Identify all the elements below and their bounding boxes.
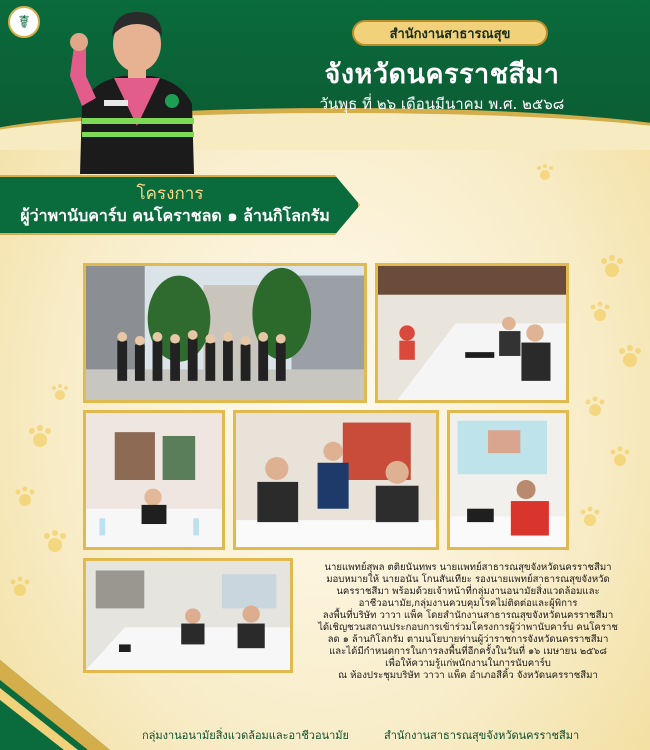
footer-department: กลุ่มงานอนามัยสิ่งแวดล้อมและอาชีวอนามัย	[142, 729, 349, 742]
official-portrait	[52, 6, 222, 174]
photo-group-outdoor	[83, 263, 367, 403]
description-line: ลด ๑ ล้านกิโลกรัม ตามนโยบายท่านผู้ว่าราชการจังหวัดนครราชสีมา	[327, 634, 609, 645]
project-label: โครงการ	[136, 184, 204, 204]
description-line: ณ ห้องประชุมบริษัท วาวา แพ็ค อำเภอสีคิ้ว จังหวัดนครราชสีมา	[338, 670, 598, 681]
photo-products-table	[83, 410, 225, 550]
event-date: วันพุธ ที่ ๒๖ เดือนมีนาคม พ.ศ. ๒๕๖๘	[319, 95, 565, 113]
description-line: ได้เชิญชวนสถานประกอบการเข้าร่วมโครงการผู้ว่าพานับคาร์บ คนโคราช	[318, 622, 618, 633]
photo-discussion	[233, 410, 439, 550]
org-pill: สำนักงานสาธารณสุข	[352, 20, 548, 46]
description-line: และได้มีกำหนดการในการลงพื้นที่อีกครั้งในวันที่ ๑๖ เมษายน ๒๕๖๘	[329, 646, 607, 657]
footer	[0, 718, 650, 750]
description-line: มอบหมายให้ นายอนัน โกนสันเทียะ รองนายแพทย์สาธารณสุขจังหวัด	[326, 574, 610, 585]
project-name: ผู้ว่าพานับคาร์บ คนโคราชลด ๑ ล้านกิโลกรัม	[20, 206, 330, 225]
description-line: นครราชสีมา พร้อมด้วยเจ้าหน้าที่กลุ่มงานอนามัยสิ่งแวดล้อมและ	[336, 586, 600, 597]
photo-meeting-room	[375, 263, 569, 403]
description-line: นายแพทย์สุพล ตติยนันทพร นายแพทย์สาธารณสุขจังหวัดนครราชสีมา	[324, 562, 612, 573]
description-line: ลงพื้นที่บริษัท วาวา แพ็ค โดยสำนักงานสาธารณสุขจังหวัดนครราชสีมา	[322, 610, 614, 621]
province-title: จังหวัดนครราชสีมา	[324, 59, 560, 90]
description-line: อาชีวอนามัย,กลุ่มงานควบคุมโรคไม่ติดต่อและผู้พิการ	[358, 598, 578, 609]
description-line: เพื่อให้ความรู้แก่พนักงานในการนับคาร์บ	[385, 658, 551, 669]
footer-office: สำนักงานสาธารณสุขจังหวัดนครราชสีมา	[384, 729, 580, 742]
event-description	[298, 562, 638, 682]
photo-presentation	[447, 410, 569, 550]
health-ministry-logo: ☤	[8, 6, 40, 38]
